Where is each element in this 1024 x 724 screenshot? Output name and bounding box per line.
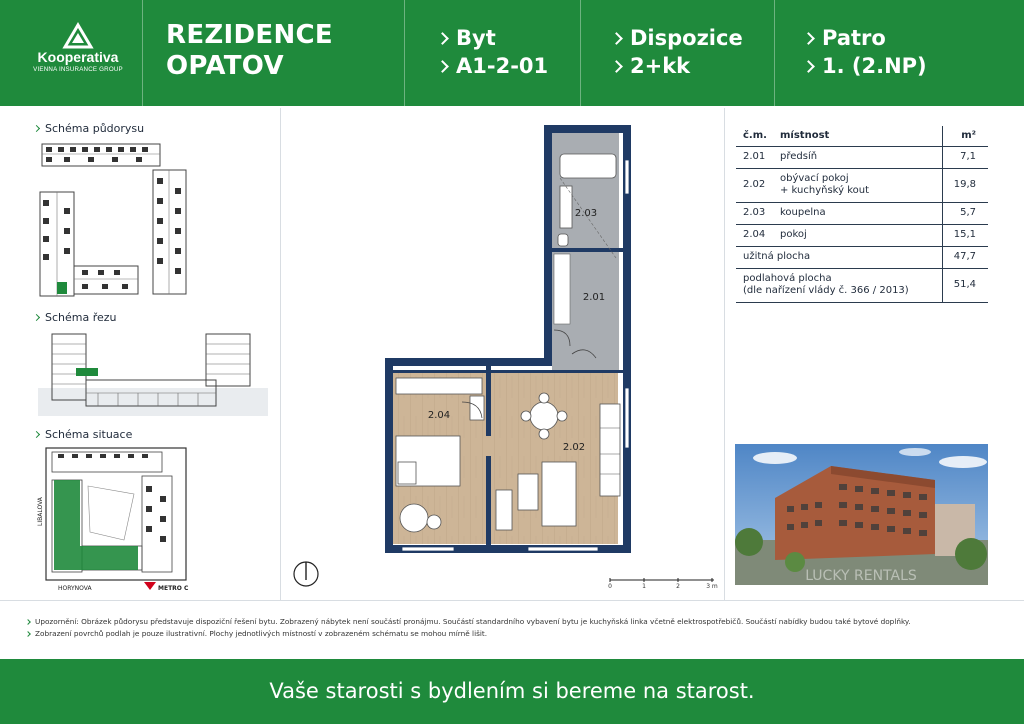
usable-area-row	[736, 246, 988, 268]
section-schema-label: Schéma řezu	[34, 311, 117, 324]
panel-divider	[724, 108, 725, 600]
chevron-right-icon	[802, 60, 815, 73]
scale-label: 1	[642, 583, 646, 590]
room-label-2-04: 2.04	[427, 410, 451, 421]
logo-subtitle: VIENNA INSURANCE GROUP	[33, 66, 123, 73]
scale-label: 2	[676, 583, 680, 590]
photo-watermark: LUCKY RENTALS	[805, 568, 917, 584]
header-divider	[580, 0, 581, 106]
situation-schema	[38, 446, 188, 594]
dispozice-info	[612, 24, 743, 80]
scale-label: 3 m	[706, 583, 718, 590]
dispozice-value: 2+kk	[630, 54, 691, 78]
disclaimer-note-2: Zobrazení povrchů podlah je pouze ilustrativní. Plochy jednotlivých místností v zobrazeném schématu se mohou mírně lišit.	[26, 629, 487, 638]
chevron-right-icon	[436, 32, 449, 45]
usable-area-label: užitná plocha	[736, 246, 942, 268]
north-arrow-icon	[294, 562, 318, 586]
footer-slogan: Vaše starosti s bydlením si bereme na starost.	[0, 659, 1024, 724]
header-divider	[774, 0, 775, 106]
metro-icon	[144, 582, 156, 590]
title-line1: REZIDENCE	[166, 20, 333, 50]
room-label-2-03: 2.03	[574, 208, 598, 219]
street-label-libalova: LIBALOVA	[37, 497, 44, 526]
room-area-table	[736, 126, 988, 303]
highlighted-unit	[57, 282, 67, 294]
table-row	[736, 168, 988, 202]
byt-label: Byt	[456, 26, 496, 50]
row-num: 2.02	[736, 168, 780, 202]
scale-bar	[608, 578, 718, 590]
header-num: č.m.	[736, 126, 780, 146]
title-line2: OPATOV	[166, 51, 284, 81]
disclaimer-note-1: Upozornění: Obrázek půdorysu představuje dispoziční řešení bytu. Zobrazený nábytek není součástí pronájmu. Součástí standardního vybavení bytu je kuchyňská linka včetně elektrospotřebičů. Součástí nabídky budou také bytové doplňky.	[26, 617, 911, 626]
patro-info	[804, 24, 927, 80]
situation-schema-label: Schéma situace	[34, 428, 132, 441]
patro-value: 1. (2.NP)	[822, 54, 927, 78]
header-area: m²	[942, 126, 988, 146]
project-title	[166, 20, 333, 82]
table-row	[736, 224, 988, 246]
floor-area-label: podlahová plocha (dle nařízení vlády č. 366 / 2013)	[736, 268, 942, 302]
kooperativa-logo	[28, 24, 128, 73]
usable-area-value: 47,7	[942, 246, 988, 268]
floorplan-schema-label: Schéma půdorysu	[34, 122, 144, 135]
header	[0, 0, 1024, 106]
row-room: koupelna	[780, 202, 942, 224]
chevron-right-icon	[802, 32, 815, 45]
table-header-row	[736, 126, 988, 146]
header-divider	[142, 0, 143, 106]
row-num: 2.03	[736, 202, 780, 224]
byt-info	[438, 24, 548, 80]
floorplan-schema	[38, 142, 190, 298]
row-room: předsíň	[780, 146, 942, 168]
row-area: 5,7	[942, 202, 988, 224]
note-divider	[0, 600, 1024, 601]
apartment-floorplan	[290, 118, 720, 593]
room-label-2-02: 2.02	[562, 442, 586, 453]
row-room: pokoj	[780, 224, 942, 246]
scale-label: 0	[608, 583, 612, 590]
chevron-right-icon	[610, 32, 623, 45]
row-area: 7,1	[942, 146, 988, 168]
floor-area-row	[736, 268, 988, 302]
chevron-right-icon	[610, 60, 623, 73]
section-schema	[38, 330, 268, 416]
logo-icon	[64, 24, 92, 48]
panel-divider	[280, 108, 281, 600]
patro-label: Patro	[822, 26, 886, 50]
table-row	[736, 146, 988, 168]
row-num: 2.04	[736, 224, 780, 246]
header-room: místnost	[780, 126, 942, 146]
header-divider	[404, 0, 405, 106]
street-label-horynova: HORYNOVA	[58, 585, 92, 592]
table-row	[736, 202, 988, 224]
row-num: 2.01	[736, 146, 780, 168]
row-area: 15,1	[942, 224, 988, 246]
chevron-right-icon	[436, 60, 449, 73]
logo-brand: Kooperativa	[37, 49, 119, 65]
metro-label: METRO C	[158, 585, 189, 592]
byt-value: A1-2-01	[456, 54, 549, 78]
building-photo	[735, 444, 988, 585]
floor-area-value: 51,4	[942, 268, 988, 302]
room-label-2-01: 2.01	[582, 292, 606, 303]
row-area: 19,8	[942, 168, 988, 202]
row-room: obývací pokoj + kuchyňský kout	[780, 168, 942, 202]
dispozice-label: Dispozice	[630, 26, 743, 50]
highlighted-floor	[76, 368, 98, 376]
